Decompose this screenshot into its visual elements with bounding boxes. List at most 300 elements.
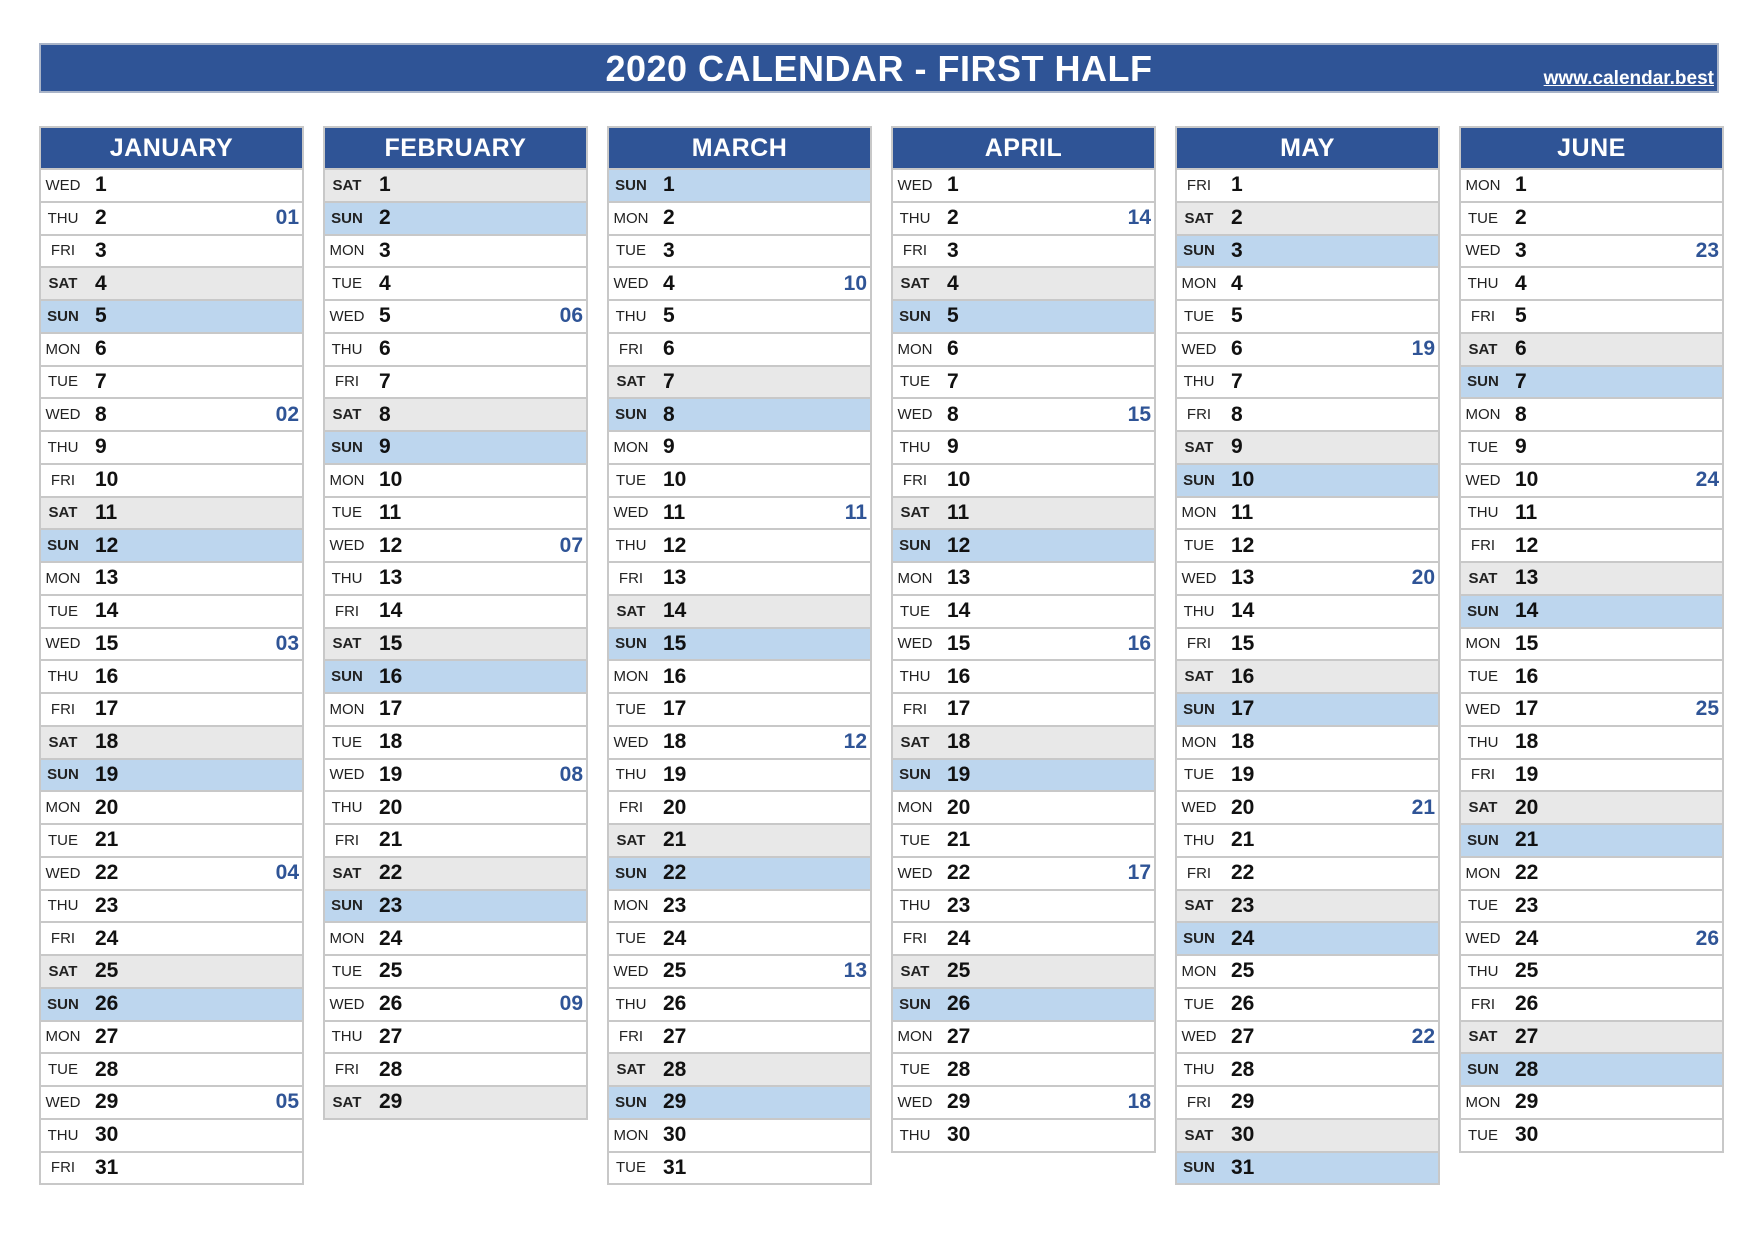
day-row (1177, 790, 1438, 823)
day-number: 10 (95, 468, 119, 492)
day-row (325, 299, 586, 332)
week-number: 07 (559, 533, 583, 557)
day-of-week: FRI (334, 831, 360, 849)
day-number: 21 (1231, 828, 1255, 852)
day-row (325, 397, 586, 430)
day-number: 9 (1515, 435, 1527, 459)
day-number: 8 (1515, 402, 1527, 426)
day-row (1177, 856, 1438, 889)
day-number: 3 (379, 238, 391, 262)
day-of-week: THU (899, 668, 931, 686)
day-row (325, 430, 586, 463)
day-number: 15 (663, 631, 687, 655)
day-row (1461, 758, 1722, 791)
day-number: 29 (1231, 1090, 1255, 1114)
day-number: 19 (379, 762, 403, 786)
week-number: 13 (843, 959, 867, 983)
day-row (893, 1118, 1154, 1151)
week-number: 16 (1127, 631, 1151, 655)
day-number: 21 (947, 828, 971, 852)
day-of-week: WED (1465, 700, 1501, 718)
day-row (1461, 496, 1722, 529)
day-of-week: SAT (1184, 897, 1214, 915)
day-of-week: MON (1181, 962, 1217, 980)
page-title: 2020 CALENDAR - FIRST HALF (605, 48, 1153, 89)
day-of-week: SUN (47, 995, 79, 1013)
day-row (893, 790, 1154, 823)
day-number: 19 (1231, 762, 1255, 786)
day-row (893, 954, 1154, 987)
day-number: 6 (1231, 337, 1243, 361)
day-row (41, 1020, 302, 1053)
day-number: 9 (379, 435, 391, 459)
day-number: 27 (947, 1024, 971, 1048)
day-number: 11 (1515, 500, 1538, 524)
week-number: 08 (559, 762, 583, 786)
day-row (325, 659, 586, 692)
day-row (609, 1085, 870, 1118)
day-number: 12 (947, 533, 971, 557)
day-row (609, 954, 870, 987)
day-number: 28 (663, 1057, 687, 1081)
day-number: 27 (1231, 1024, 1255, 1048)
day-number: 20 (95, 795, 119, 819)
day-row (609, 168, 870, 201)
day-row (41, 299, 302, 332)
day-row (1461, 332, 1722, 365)
day-number: 8 (1231, 402, 1243, 426)
day-of-week: MON (45, 340, 81, 358)
day-row (893, 1085, 1154, 1118)
day-of-week: SAT (900, 275, 930, 293)
day-number: 22 (379, 861, 403, 885)
day-row (893, 365, 1154, 398)
day-of-week: WED (45, 635, 81, 653)
day-of-week: WED (1181, 1028, 1217, 1046)
day-of-week: SUN (47, 537, 79, 555)
day-of-week: THU (1183, 373, 1215, 391)
day-of-week: TUE (332, 504, 362, 522)
day-row (609, 1020, 870, 1053)
day-row (1461, 299, 1722, 332)
day-number: 8 (379, 402, 391, 426)
day-of-week: THU (899, 1126, 931, 1144)
day-row (1461, 1052, 1722, 1085)
month-header: MARCH (609, 128, 870, 168)
day-of-week: WED (1465, 242, 1501, 260)
day-row (1177, 234, 1438, 267)
day-of-week: SUN (1467, 602, 1499, 620)
day-of-week: SUN (615, 864, 647, 882)
day-number: 5 (1515, 304, 1527, 328)
day-row (325, 1020, 586, 1053)
day-row (893, 659, 1154, 692)
day-row (1461, 168, 1722, 201)
day-number: 14 (95, 599, 119, 623)
day-number: 25 (1515, 959, 1539, 983)
day-number: 2 (95, 206, 107, 230)
day-row (1177, 528, 1438, 561)
day-number: 11 (95, 500, 118, 524)
day-of-week: SAT (900, 504, 930, 522)
day-of-week: TUE (48, 831, 78, 849)
month-june (1459, 126, 1724, 1153)
day-number: 20 (947, 795, 971, 819)
day-of-week: THU (1183, 1061, 1215, 1079)
day-row (609, 692, 870, 725)
day-of-week: THU (331, 569, 363, 587)
day-row (609, 1151, 870, 1184)
day-number: 4 (1231, 271, 1243, 295)
day-row (1461, 1085, 1722, 1118)
day-row (325, 758, 586, 791)
day-number: 12 (663, 533, 687, 557)
day-row (1461, 594, 1722, 627)
day-number: 20 (663, 795, 687, 819)
day-number: 20 (1231, 795, 1255, 819)
day-of-week: SAT (1468, 340, 1498, 358)
week-number: 04 (275, 861, 299, 885)
day-number: 28 (1515, 1057, 1539, 1081)
day-of-week: MON (329, 471, 365, 489)
day-of-week: SUN (1183, 242, 1215, 260)
week-number: 18 (1127, 1090, 1151, 1114)
day-number: 15 (379, 631, 403, 655)
day-of-week: WED (897, 864, 933, 882)
day-number: 7 (663, 369, 675, 393)
day-number: 28 (1231, 1057, 1255, 1081)
day-of-week: SUN (899, 766, 931, 784)
day-number: 6 (95, 337, 107, 361)
day-number: 21 (95, 828, 119, 852)
day-row (41, 528, 302, 561)
day-number: 1 (663, 173, 675, 197)
day-row (325, 823, 586, 856)
day-row (1177, 561, 1438, 594)
day-row (41, 168, 302, 201)
day-row (41, 496, 302, 529)
day-row (1461, 1118, 1722, 1151)
week-number: 23 (1695, 238, 1719, 262)
day-number: 14 (947, 599, 971, 623)
day-number: 24 (947, 926, 971, 950)
day-number: 15 (947, 631, 971, 655)
day-row (1461, 397, 1722, 430)
day-of-week: FRI (902, 242, 928, 260)
day-number: 18 (663, 730, 687, 754)
day-row (325, 889, 586, 922)
day-row (1177, 889, 1438, 922)
day-number: 13 (1231, 566, 1255, 590)
day-number: 16 (379, 664, 403, 688)
day-number: 9 (1231, 435, 1243, 459)
day-of-week: SAT (48, 504, 78, 522)
day-of-week: SAT (1468, 799, 1498, 817)
day-of-week: MON (329, 242, 365, 260)
day-number: 25 (663, 959, 687, 983)
day-of-week: FRI (1470, 995, 1496, 1013)
day-of-week: WED (897, 176, 933, 194)
month-header: APRIL (893, 128, 1154, 168)
day-of-week: TUE (616, 700, 646, 718)
day-row (1177, 692, 1438, 725)
day-row (325, 201, 586, 234)
day-number: 18 (1515, 730, 1539, 754)
week-number: 14 (1127, 206, 1151, 230)
week-number: 21 (1411, 795, 1435, 819)
day-row (609, 725, 870, 758)
day-number: 3 (1231, 238, 1243, 262)
day-row (1177, 758, 1438, 791)
day-row (893, 627, 1154, 660)
week-number: 17 (1127, 861, 1151, 885)
day-of-week: FRI (1186, 864, 1212, 882)
month-header: JANUARY (41, 128, 302, 168)
day-number: 18 (1231, 730, 1255, 754)
day-row (1177, 594, 1438, 627)
day-number: 16 (95, 664, 119, 688)
day-number: 1 (947, 173, 959, 197)
day-number: 16 (1231, 664, 1255, 688)
day-row (893, 496, 1154, 529)
day-number: 9 (663, 435, 675, 459)
day-number: 13 (379, 566, 403, 590)
week-number: 12 (843, 730, 867, 754)
day-row (1177, 332, 1438, 365)
day-of-week: THU (47, 668, 79, 686)
day-number: 21 (1515, 828, 1539, 852)
day-of-week: SUN (1183, 700, 1215, 718)
day-row (1177, 987, 1438, 1020)
day-row (41, 954, 302, 987)
day-row (41, 234, 302, 267)
day-of-week: WED (897, 406, 933, 424)
day-of-week: TUE (1468, 668, 1498, 686)
day-of-week: SAT (616, 1061, 646, 1079)
day-of-week: THU (47, 1126, 79, 1144)
week-number: 22 (1411, 1024, 1435, 1048)
day-number: 27 (663, 1024, 687, 1048)
day-row (1177, 299, 1438, 332)
day-number: 25 (379, 959, 403, 983)
day-of-week: THU (331, 799, 363, 817)
day-number: 22 (947, 861, 971, 885)
day-row (1177, 201, 1438, 234)
day-number: 30 (1231, 1123, 1255, 1147)
day-number: 14 (1515, 599, 1539, 623)
day-row (325, 1052, 586, 1085)
day-number: 22 (663, 861, 687, 885)
day-row (41, 889, 302, 922)
day-row (1177, 496, 1438, 529)
day-row (1177, 266, 1438, 299)
day-of-week: FRI (1186, 1093, 1212, 1111)
day-row (893, 332, 1154, 365)
month-header: MAY (1177, 128, 1438, 168)
day-of-week: SAT (900, 733, 930, 751)
day-of-week: SUN (615, 1093, 647, 1111)
day-of-week: SAT (48, 962, 78, 980)
day-of-week: SUN (331, 438, 363, 456)
day-row (1461, 1020, 1722, 1053)
day-number: 23 (947, 893, 971, 917)
month-header: JUNE (1461, 128, 1722, 168)
day-number: 3 (95, 238, 107, 262)
day-of-week: FRI (334, 602, 360, 620)
day-of-week: SAT (332, 635, 362, 653)
week-number: 15 (1127, 402, 1151, 426)
day-of-week: SUN (899, 307, 931, 325)
day-number: 2 (1515, 206, 1527, 230)
day-of-week: MON (897, 799, 933, 817)
day-row (893, 823, 1154, 856)
day-of-week: THU (47, 209, 79, 227)
day-number: 10 (379, 468, 403, 492)
day-number: 13 (947, 566, 971, 590)
day-row (893, 725, 1154, 758)
day-of-week: MON (45, 1028, 81, 1046)
day-of-week: MON (1465, 1093, 1501, 1111)
day-number: 17 (95, 697, 119, 721)
day-of-week: MON (613, 209, 649, 227)
day-of-week: THU (615, 307, 647, 325)
day-number: 14 (663, 599, 687, 623)
day-number: 11 (663, 500, 686, 524)
day-row (893, 201, 1154, 234)
day-number: 7 (947, 369, 959, 393)
day-number: 18 (379, 730, 403, 754)
day-number: 6 (947, 337, 959, 361)
day-row (1177, 823, 1438, 856)
day-of-week: FRI (1186, 406, 1212, 424)
day-of-week: THU (899, 209, 931, 227)
day-row (325, 528, 586, 561)
day-row (41, 463, 302, 496)
month-april (891, 126, 1156, 1153)
site-link[interactable]: www.calendar.best (1543, 68, 1714, 89)
day-number: 27 (1515, 1024, 1539, 1048)
day-of-week: FRI (334, 373, 360, 391)
day-of-week: FRI (1470, 766, 1496, 784)
day-of-week: THU (47, 438, 79, 456)
day-of-week: TUE (1468, 438, 1498, 456)
day-of-week: THU (615, 537, 647, 555)
day-of-week: TUE (1184, 766, 1214, 784)
day-of-week: WED (1181, 569, 1217, 587)
day-number: 8 (663, 402, 675, 426)
day-row (893, 168, 1154, 201)
day-of-week: FRI (1186, 635, 1212, 653)
day-row (609, 856, 870, 889)
day-of-week: TUE (900, 1061, 930, 1079)
day-number: 20 (379, 795, 403, 819)
day-number: 25 (947, 959, 971, 983)
day-of-week: WED (45, 1093, 81, 1111)
day-row (1461, 692, 1722, 725)
day-row (1461, 954, 1722, 987)
day-of-week: MON (613, 1126, 649, 1144)
week-number: 06 (559, 304, 583, 328)
day-of-week: TUE (616, 930, 646, 948)
day-number: 24 (379, 926, 403, 950)
day-row (893, 889, 1154, 922)
day-number: 7 (1515, 369, 1527, 393)
day-of-week: WED (1181, 799, 1217, 817)
day-row (609, 299, 870, 332)
day-row (893, 397, 1154, 430)
day-of-week: FRI (334, 1061, 360, 1079)
day-row (41, 987, 302, 1020)
day-row (1177, 1151, 1438, 1184)
day-of-week: WED (329, 537, 365, 555)
day-row (325, 725, 586, 758)
day-of-week: MON (1181, 733, 1217, 751)
day-row (609, 889, 870, 922)
day-number: 19 (95, 762, 119, 786)
day-number: 13 (95, 566, 119, 590)
day-number: 11 (1231, 500, 1254, 524)
day-of-week: MON (45, 799, 81, 817)
day-row (41, 659, 302, 692)
day-row (41, 1118, 302, 1151)
day-row (41, 856, 302, 889)
day-number: 3 (663, 238, 675, 262)
day-of-week: SAT (1184, 668, 1214, 686)
day-number: 18 (95, 730, 119, 754)
day-row (41, 758, 302, 791)
day-row (1461, 856, 1722, 889)
day-row (893, 758, 1154, 791)
day-row (893, 1052, 1154, 1085)
day-of-week: MON (1465, 406, 1501, 424)
day-row (893, 528, 1154, 561)
day-row (325, 234, 586, 267)
day-row (609, 234, 870, 267)
day-number: 14 (1231, 599, 1255, 623)
day-number: 6 (1515, 337, 1527, 361)
day-row (609, 463, 870, 496)
day-of-week: TUE (900, 602, 930, 620)
day-row (609, 1052, 870, 1085)
day-of-week: FRI (50, 242, 76, 260)
day-row (41, 430, 302, 463)
day-of-week: FRI (1470, 537, 1496, 555)
day-row (1177, 397, 1438, 430)
day-row (325, 954, 586, 987)
day-of-week: WED (45, 176, 81, 194)
day-of-week: FRI (1186, 176, 1212, 194)
day-of-week: TUE (1468, 209, 1498, 227)
day-number: 23 (379, 893, 403, 917)
day-number: 10 (1515, 468, 1539, 492)
day-row (1461, 627, 1722, 660)
day-row (893, 430, 1154, 463)
day-of-week: SUN (615, 635, 647, 653)
day-of-week: TUE (616, 471, 646, 489)
day-number: 19 (1515, 762, 1539, 786)
day-row (325, 921, 586, 954)
day-row (609, 332, 870, 365)
day-row (893, 463, 1154, 496)
month-february (323, 126, 588, 1120)
day-number: 10 (1231, 468, 1255, 492)
day-of-week: FRI (902, 930, 928, 948)
day-row (1177, 1020, 1438, 1053)
day-number: 26 (379, 992, 403, 1016)
day-row (609, 1118, 870, 1151)
day-of-week: THU (615, 995, 647, 1013)
day-row (41, 790, 302, 823)
